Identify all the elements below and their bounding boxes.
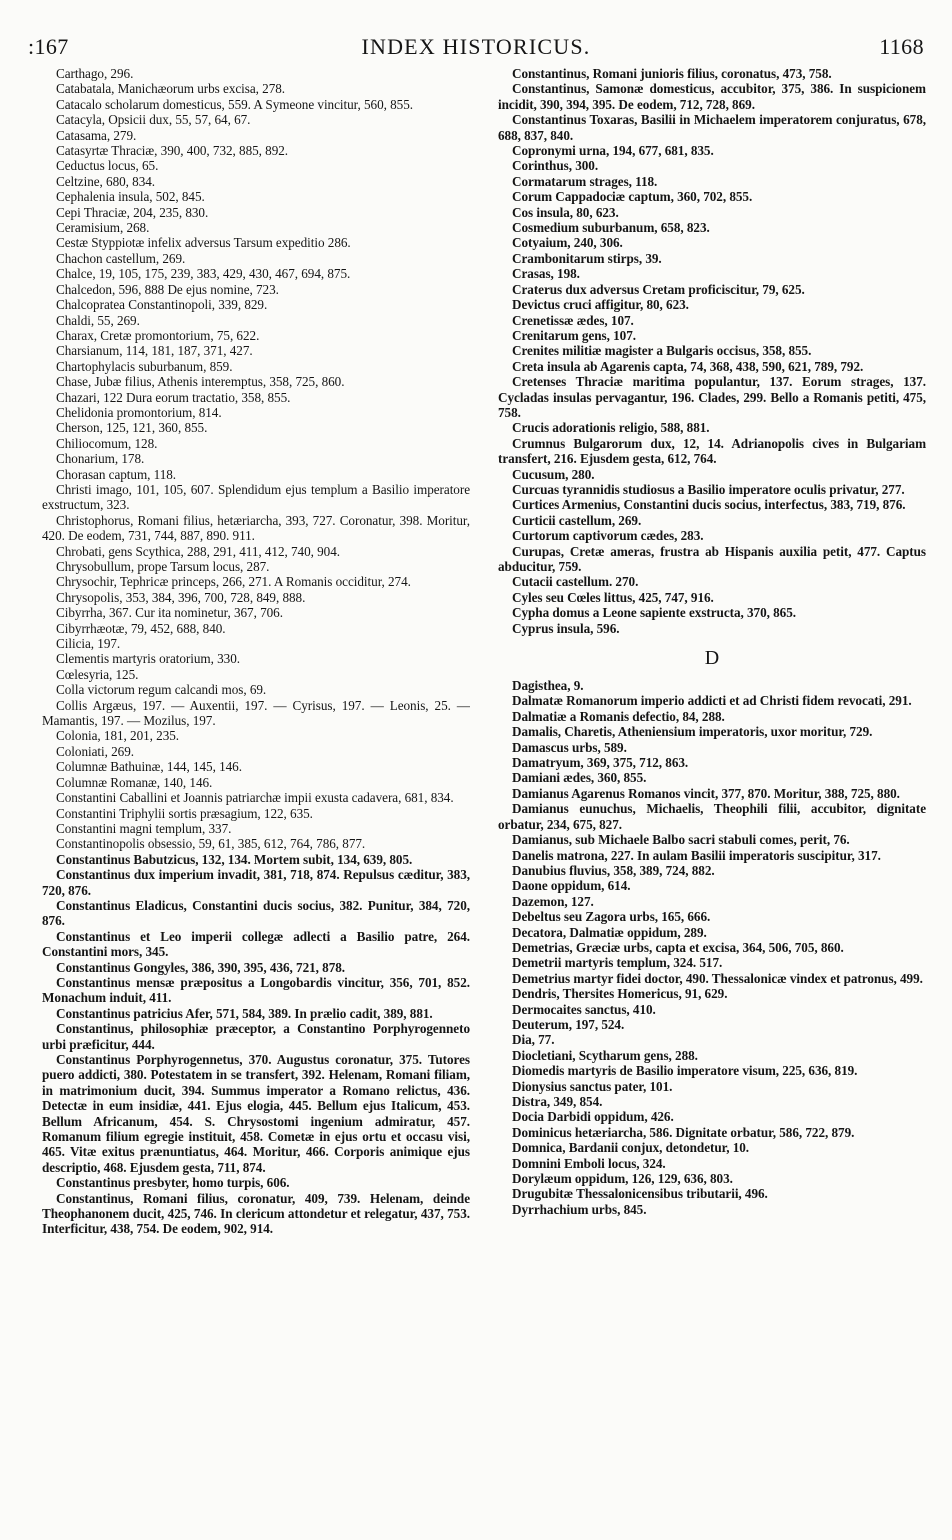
index-entry: Constantini Caballini et Joannis patriarchæ impii exusta cadavera, 681, 834.: [56, 790, 454, 806]
index-entry: Constantinus dux imperium invadit, 381, 718, 874. Repulsus cæditur, 383, 720, 876.: [42, 867, 470, 898]
index-entry: Chiliocomum, 128.: [56, 435, 158, 451]
index-entry: Dionysius sanctus pater, 101.: [512, 1078, 673, 1094]
index-entry: Charsianum, 114, 181, 187, 371, 427.: [56, 343, 253, 359]
index-entry: Cephalenia insula, 502, 845.: [56, 189, 205, 205]
index-entry: Constantinus presbyter, homo turpis, 606.: [56, 1175, 290, 1191]
index-entry: Chalcopratea Constantinopoli, 339, 829.: [56, 297, 268, 313]
index-entry: Dalmatæ Romanorum imperio addicti et ad Christi fidem revocati, 291.: [512, 693, 912, 709]
index-entry: Decatora, Dalmatiæ oppidum, 289.: [512, 924, 707, 940]
left-column-number: :167: [28, 34, 69, 59]
index-entry: Drugubitæ Thessalonicensibus tributarii, 496.: [512, 1186, 768, 1202]
index-entry: Creta insula ab Agarenis capta, 74, 368, 438, 590, 621, 789, 792.: [512, 358, 864, 374]
index-entry: Damianus Agarenus Romanos vincit, 377, 870. Moritur, 388, 725, 880.: [512, 785, 900, 801]
index-entry: Domnini Emboli locus, 324.: [512, 1155, 666, 1171]
index-entry: Ceramisium, 268.: [56, 220, 150, 236]
index-entry: Damiani ædes, 360, 855.: [512, 770, 647, 786]
index-entry: Cretenses Thraciæ maritima populantur, 137. Eorum strages, 137. Cycladas insulas pervagantur, 196. Clades, 299. Bello a Romanis petiti, 475, 758.: [498, 374, 926, 420]
index-entry: Diomedis martyris de Basilio imperatore visum, 225, 636, 819.: [512, 1063, 858, 1079]
index-entry: Domnica, Bardanii conjux, detondetur, 10.: [512, 1140, 750, 1156]
index-entry: Demetrias, Græciæ urbs, capta et excisa, 364, 506, 705, 860.: [512, 939, 844, 955]
index-entry: Constantinus, philosophiæ præceptor, a Constantino Porphyrogenneto urbi præficitur, 444.: [42, 1021, 470, 1052]
index-entry: Cotyaium, 240, 306.: [512, 235, 623, 251]
index-entry: Cutacii castellum. 270.: [512, 574, 639, 590]
index-entry: Curtorum captivorum cædes, 283.: [512, 528, 704, 544]
index-entry: Chrysopolis, 353, 384, 396, 700, 728, 849, 888.: [56, 589, 306, 605]
index-entry: Cyprus insula, 596.: [512, 620, 620, 636]
index-entry: Curupas, Cretæ ameras, frustra ab Hispanis auxilia petit, 477. Captus abducitur, 759.: [498, 543, 926, 574]
index-entry: Cœlesyria, 125.: [56, 666, 139, 682]
index-entry: Cosmedium suburbanum, 658, 823.: [512, 220, 710, 236]
index-entry: Cormatarum strages, 118.: [512, 173, 658, 189]
index-entry: Crasas, 198.: [512, 266, 580, 282]
index-entry: Damatryum, 369, 375, 712, 863.: [512, 755, 689, 771]
index-entry: Corinthus, 300.: [512, 158, 599, 174]
right-column-number: 1168: [879, 34, 924, 59]
index-entry: Chalcedon, 596, 888 De ejus nomine, 723.: [56, 281, 279, 297]
index-entry: Constantinus Babutzicus, 132, 134. Mortem subit, 134, 639, 805.: [56, 851, 413, 867]
index-entry: Craterus dux adversus Cretam proficiscitur, 79, 625.: [512, 281, 805, 297]
index-entry: Diocletiani, Scytharum gens, 288.: [512, 1047, 698, 1063]
index-entry: Cyles seu Cœles littus, 425, 747, 916.: [512, 589, 714, 605]
index-entry: Cibyrrhæotæ, 79, 452, 688, 840.: [56, 620, 226, 636]
index-entry: Catasama, 279.: [56, 127, 137, 143]
index-entry: Chrysochir, Tephricæ princeps, 266, 271. A Romanis occiditur, 274.: [56, 574, 411, 590]
index-entry: Corum Cappadociæ captum, 360, 702, 855.: [512, 189, 753, 205]
index-entry: Constantinus Gongyles, 386, 390, 395, 436, 721, 878.: [56, 959, 346, 975]
index-entry: Columnæ Romanæ, 140, 146.: [56, 774, 213, 790]
index-entry: Daone oppidum, 614.: [512, 878, 631, 894]
index-entry: Chachon castellum, 269.: [56, 250, 186, 266]
index-entry: Dalmatiæ a Romanis defectio, 84, 288.: [512, 708, 725, 724]
index-entry: Curcuas tyrannidis studiosus a Basilio imperatore oculis privatur, 277.: [512, 481, 905, 497]
index-entry: Docia Darbidi oppidum, 426.: [512, 1109, 674, 1125]
index-entry: Copronymi urna, 194, 677, 681, 835.: [512, 143, 714, 159]
index-entry: Constantinus mensæ præpositus a Longobardis vincitur, 356, 701, 852. Monachum induit, 411.: [42, 974, 470, 1006]
index-entry: Dermocaites sanctus, 410.: [512, 1001, 656, 1017]
index-entry: Crenites militiæ magister a Bulgaris occisus, 358, 855.: [512, 343, 812, 359]
index-entry: Constantinus, Romani filius, coronatur, 409, 739. Helenam, deinde Theophanonem ducit, 425, 746. In clericum attondetur et relegatur, 437, 753. Interficitur, 438, 754. De eodem, 902, 914.: [42, 1190, 470, 1237]
index-entry: Dyrrhachium urbs, 845.: [512, 1201, 647, 1217]
index-entry: Catabatala, Manichæorum urbs excisa, 278.: [56, 81, 286, 97]
index-entry: Colonia, 181, 201, 235.: [56, 728, 180, 744]
index-entry: Chorasan captum, 118.: [56, 466, 177, 482]
index-entry: Dazemon, 127.: [512, 893, 594, 909]
index-entry: Damascus urbs, 589.: [512, 739, 627, 755]
index-entry: Dominicus hetæriarcha, 586. Dignitate orbatur, 586, 722, 879.: [512, 1124, 855, 1140]
running-title: INDEX HISTORICUS.: [361, 34, 591, 59]
index-entry: Christi imago, 101, 105, 607. Splendidum ejus templum a Basilio imperatore exstructum, 323.: [42, 481, 470, 513]
index-entry: Cucusum, 280.: [512, 466, 595, 482]
index-entry: Christophorus, Romani filius, hetæriarcha, 393, 727. Coronatur, 398. Moritur, 420. De eodem, 731, 744, 887, 890. 911.: [42, 512, 470, 544]
index-entry: Chrysobullum, prope Tarsum locus, 287.: [56, 559, 270, 574]
index-entry: Ceductus locus, 65.: [56, 158, 159, 174]
index-entry: Curticii castellum, 269.: [512, 512, 642, 528]
index-entry: Chalce, 19, 105, 175, 239, 383, 429, 430, 467, 694, 875.: [56, 266, 351, 282]
page-header: [28, 34, 924, 64]
index-entry: Dorylæum oppidum, 126, 129, 636, 803.: [512, 1171, 733, 1187]
index-entry: Carthago, 296.: [56, 66, 134, 81]
left-column: [42, 66, 470, 1526]
index-entry: Damianus, sub Michaele Balbo sacri stabuli comes, perit, 76.: [512, 832, 850, 848]
index-entry: Dagisthea, 9.: [512, 678, 584, 694]
index-entry: Curtices Armenius, Constantini ducis socius, interfectus, 383, 719, 876.: [512, 497, 906, 513]
index-entry: Debeltus seu Zagora urbs, 165, 666.: [512, 909, 711, 925]
index-entry: Devictus cruci affigitur, 80, 623.: [512, 297, 689, 313]
index-entry: Cestæ Styppiotæ infelix adversus Tarsum expeditio 286.: [56, 235, 351, 251]
index-entry: Crenetissæ ædes, 107.: [512, 312, 634, 328]
index-entry: Demetrius martyr fidei doctor, 490. Thessalonicæ vindex et patronus, 499.: [512, 970, 923, 986]
index-entry: Distra, 349, 854.: [512, 1094, 603, 1109]
index-entry: Demetrii martyris templum, 324. 517.: [512, 955, 723, 971]
section-letter: D: [704, 647, 720, 670]
right-column: [498, 66, 926, 1526]
index-entry: Crucis adorationis religio, 588, 881.: [512, 420, 710, 436]
index-entry: Chrobati, gens Scythica, 288, 291, 411, 412, 740, 904.: [56, 543, 340, 559]
index-entry: Cherson, 125, 121, 360, 855.: [56, 420, 208, 436]
index-entry: Danubius fluvius, 358, 389, 724, 882.: [512, 862, 715, 878]
index-entry: Catasyrtæ Thraciæ, 390, 400, 732, 885, 892.: [56, 143, 289, 159]
index-entry: Constantini Triphylii sortis præsagium, 122, 635.: [56, 805, 313, 821]
index-entry: Cos insula, 80, 623.: [512, 204, 619, 220]
index-entry: Celtzine, 680, 834.: [56, 173, 156, 189]
index-entry: Chartophylacis suburbanum, 859.: [56, 358, 233, 374]
index-entry: Chelidonia promontorium, 814.: [56, 404, 222, 420]
index-entry: Constantinus Eladicus, Constantini ducis socius, 382. Punitur, 384, 720, 876.: [42, 897, 470, 929]
index-entry: Chase, Jubæ filius, Athenis interemptus, 358, 725, 860.: [56, 374, 345, 390]
index-entry: Constantinus, Romani junioris filius, coronatus, 473, 758.: [512, 66, 832, 81]
index-entry: Constantinopolis obsessio, 59, 61, 385, 612, 764, 786, 877.: [56, 836, 366, 852]
index-entry: Crumnus Bulgarorum dux, 12, 14. Adrianopolis cives in Bulgariam transfert, 216. Ejusdem gesta, 612, 764.: [498, 435, 926, 467]
index-entry: Constantini magni templum, 337.: [56, 820, 232, 836]
index-entry: Coloniati, 269.: [56, 743, 135, 759]
index-entry: Columnæ Bathuinæ, 144, 145, 146.: [56, 759, 242, 775]
index-entry: Crambonitarum stirps, 39.: [512, 250, 662, 266]
index-entry: Dia, 77.: [512, 1032, 555, 1048]
index-entry: Chonarium, 178.: [56, 451, 145, 467]
index-entry: Colla victorum regum calcandi mos, 69.: [56, 682, 267, 698]
index-entry: Chazari, 122 Dura eorum tractatio, 358, 855.: [56, 389, 291, 405]
index-entry: Dendris, Thersites Homericus, 91, 629.: [512, 986, 728, 1002]
index-entry: Catacyla, Opsicii dux, 55, 57, 64, 67.: [56, 112, 251, 128]
index-entry: Constantinus et Leo imperii collegæ adlecti a Basilio patre, 264. Constantini mors, 345.: [42, 928, 470, 960]
index-entry: Constantinus patricius Afer, 571, 584, 389. In prælio cadit, 389, 881.: [56, 1005, 433, 1021]
index-entry: Constantinus Porphyrogennetus, 370. Augustus coronatur, 375. Tutores puero addicti, 380. Potestatem in se transfert, 392. Helenam, Romani filiam, in matrimonium ducit, 394. Summus imperator a Romano relictus, 436. Detectæ in eum insidiæ, 441. Ejus elogia, 445. Bellum ejus Italicum, 453. Bellum Africanum, 454. S. Chrysostomi ingenium admiratur, 457. Romanum filium egregie instituit, 458. Cometæ in ejus ortu et occasu visi, 465. Vitæ exitus prænuntiatus, 464. Moritur, 466. Corporis animique ejus descriptio, 468. Ejusdem gesta, 711, 874.: [42, 1052, 470, 1175]
index-entry: Constantinus, Samonæ domesticus, accubitor, 375, 386. In suspicionem incidit, 390, 394, 395. De eodem, 712, 728, 869.: [498, 81, 926, 112]
index-entry: Damalis, Charetis, Atheniensium imperatoris, uxor moritur, 729.: [512, 724, 873, 740]
index-entry: Cypha domus a Leone sapiente exstructa, 370, 865.: [512, 605, 797, 621]
index-entry: Clementis martyris oratorium, 330.: [56, 651, 240, 667]
index-entry: Cilicia, 197.: [56, 636, 121, 652]
index-entry: Catacalo scholarum domesticus, 559. A Symeone vincitur, 560, 855.: [56, 96, 413, 112]
index-entry: Collis Argæus, 197. — Auxentii, 197. — Cyrisus, 197. — Leonis, 25. — Mamantis, 197. — Mozilus, 197.: [42, 697, 470, 729]
index-entry: Cepi Thraciæ, 204, 235, 830.: [56, 204, 209, 220]
index-entry: Damianus eunuchus, Michaelis, Theophili filii, accubitor, dignitate orbatur, 234, 675, 827.: [498, 801, 926, 832]
index-entry: Danelis matrona, 227. In aulam Basilii imperatoris suscipitur, 317.: [512, 847, 881, 863]
index-entry: Deuterum, 197, 524.: [512, 1016, 625, 1032]
index-entry: Crenitarum gens, 107.: [512, 327, 636, 343]
index-entry: Chaldi, 55, 269.: [56, 312, 140, 328]
index-entry: Constantinus Toxaras, Basilii in Michaelem imperatorem conjuratus, 678, 688, 837, 840.: [498, 112, 926, 143]
index-entry: Cibyrrha, 367. Cur ita nominetur, 367, 706.: [56, 605, 283, 621]
index-entry: Charax, Cretæ promontorium, 75, 622.: [56, 327, 260, 343]
